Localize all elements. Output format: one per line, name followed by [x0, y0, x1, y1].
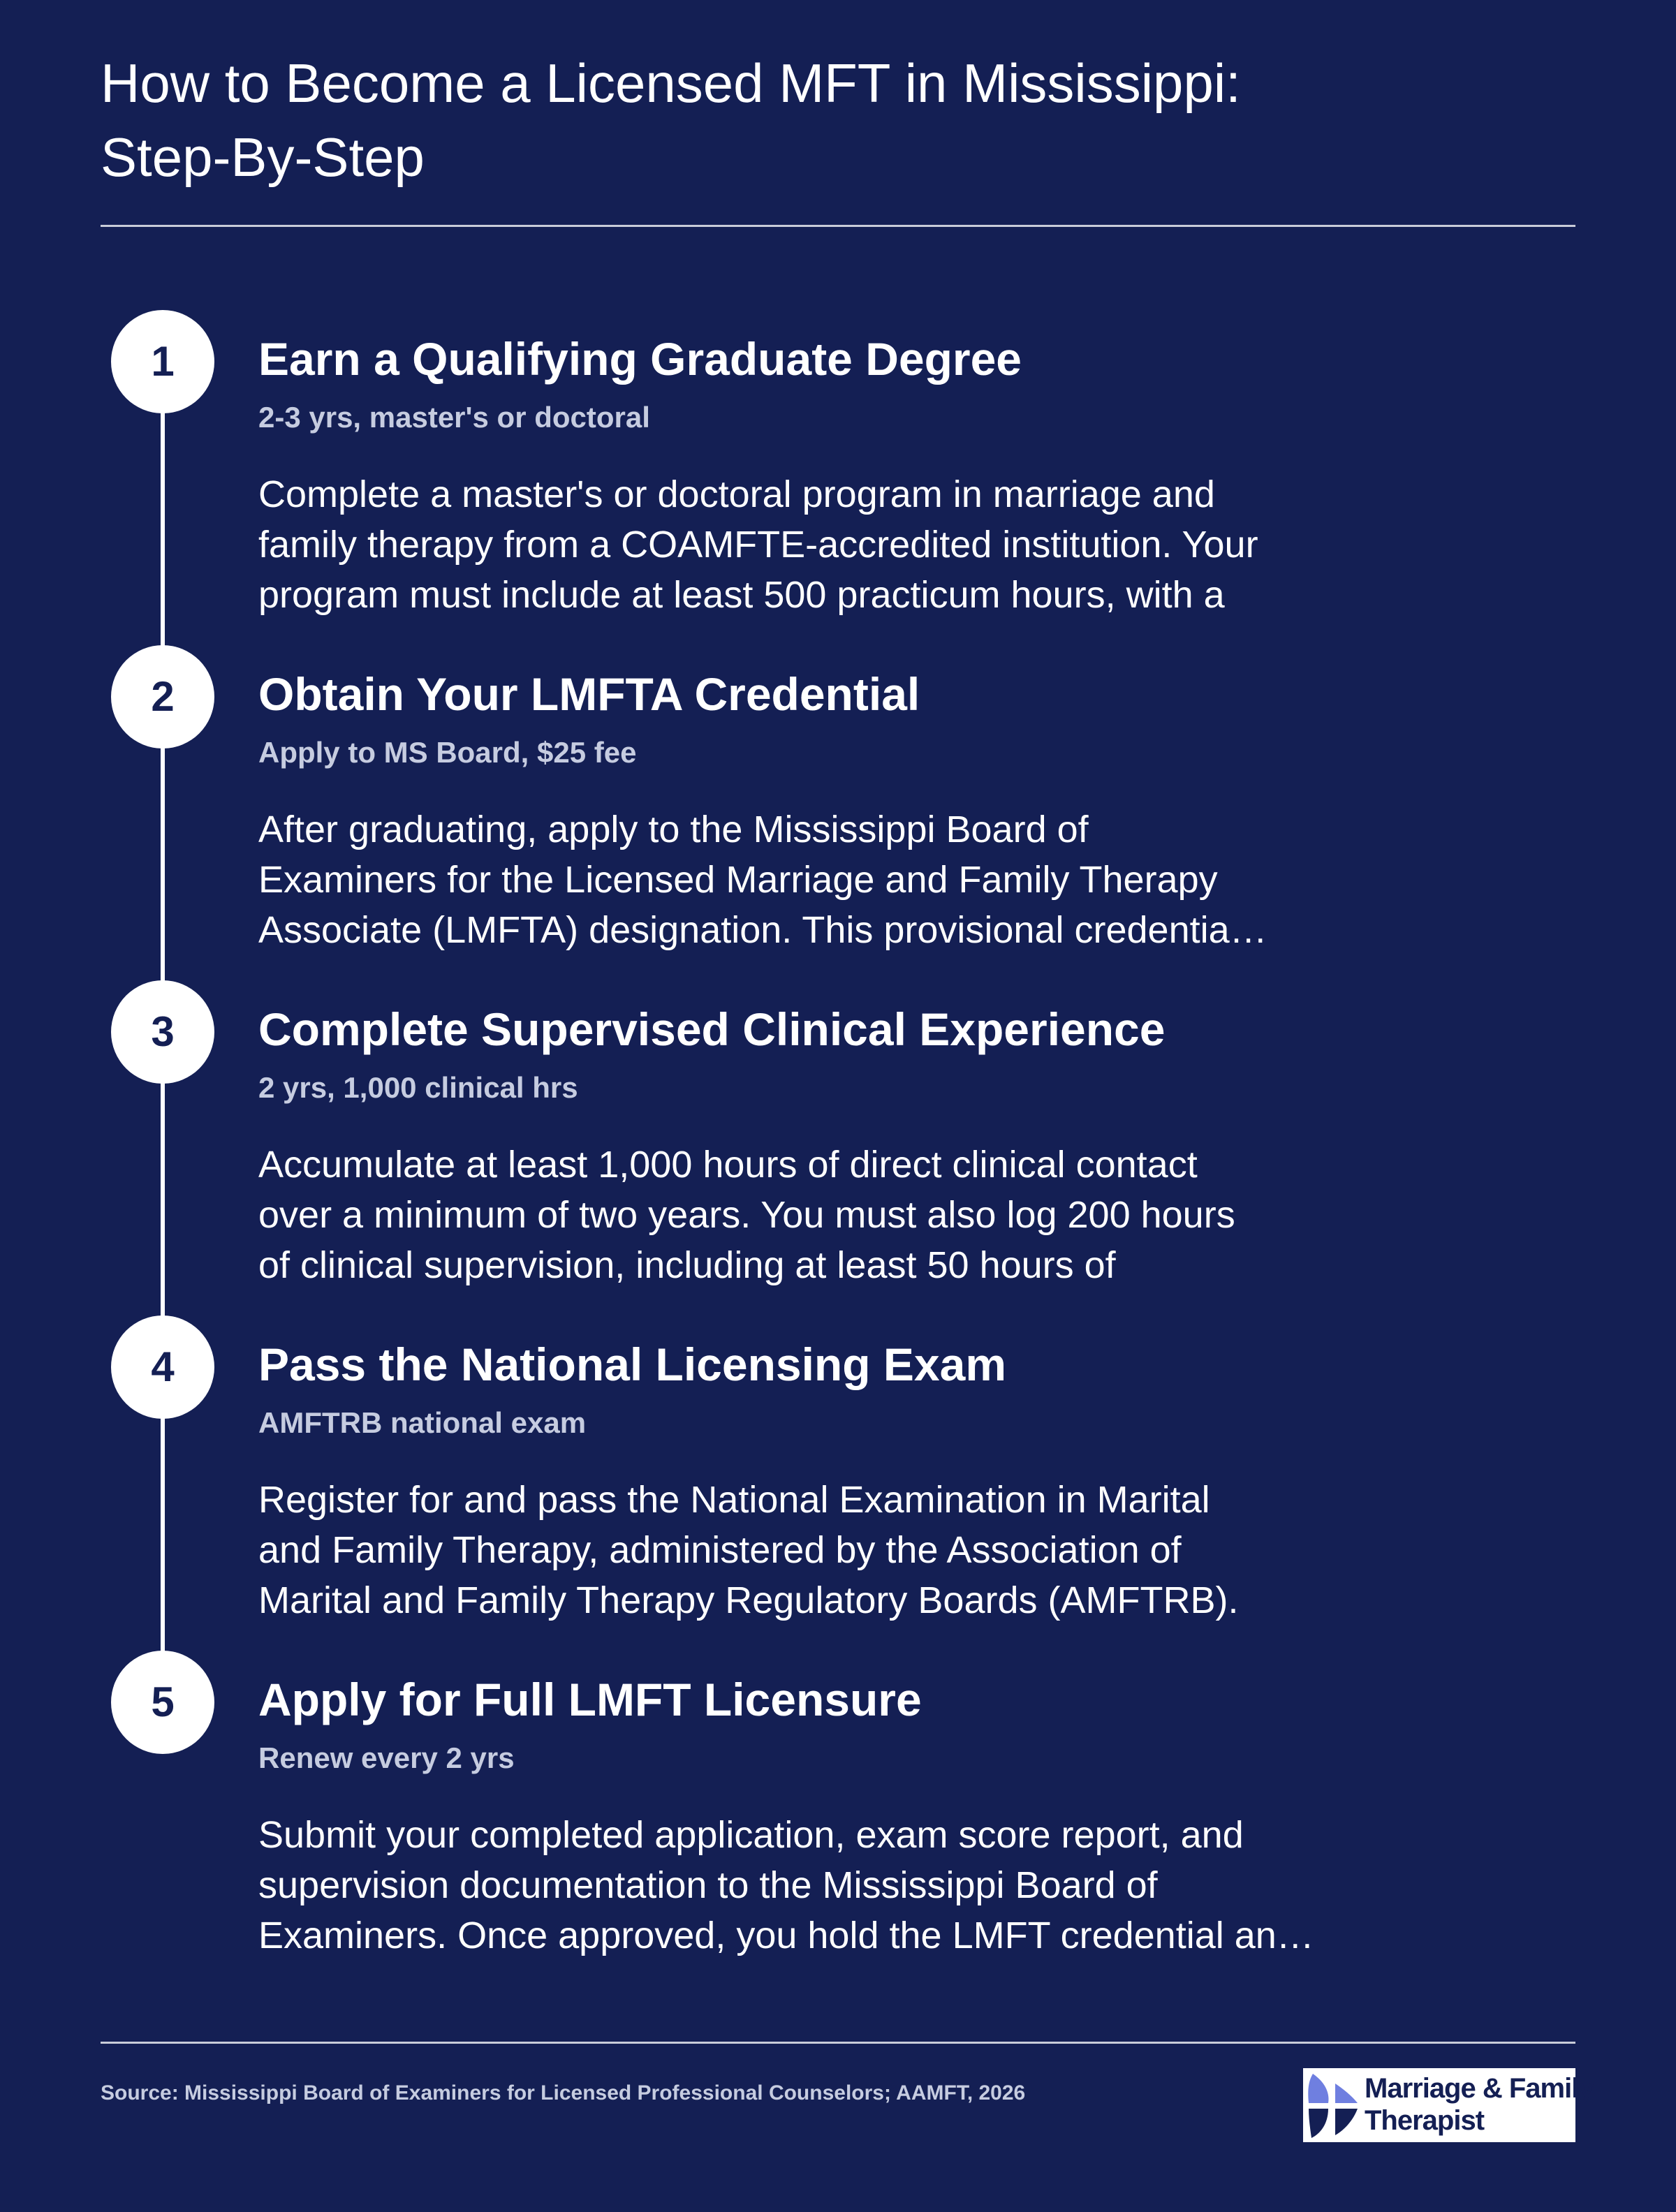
step-title: Earn a Qualifying Graduate Degree	[258, 333, 1022, 385]
step-description	[258, 1810, 1376, 1961]
step-meta: AMFTRB national exam	[258, 1406, 587, 1439]
step-title: Apply for Full LMFT Licensure	[258, 1674, 922, 1725]
step-number-badge: 3	[111, 980, 214, 1084]
step-description-line: and Family Therapy, administered by the Association of	[258, 1529, 1182, 1571]
source-note: Source: Mississippi Board of Examiners for Licensed Professional Counselors; AAMFT, 2026	[101, 2081, 1026, 2104]
step-description	[258, 469, 1376, 620]
step-description-line: Accumulate at least 1,000 hours of direct clinical contact	[258, 1144, 1198, 1186]
step-title: Obtain Your LMFTA Credential	[258, 668, 920, 720]
step-meta: Apply to MS Board, $25 fee	[258, 736, 637, 769]
page-title-line-1: How to Become a Licensed MFT in Mississippi:	[101, 52, 1241, 114]
step-title: Complete Supervised Clinical Experience	[258, 1003, 1166, 1055]
step-description-line: Register for and pass the National Examination in Marital	[258, 1479, 1210, 1521]
step-description-line: of clinical supervision, including at least 50 hours of	[258, 1244, 1116, 1286]
step-description-line: Examiners. Once approved, you hold the LMFT credential an…	[258, 1915, 1314, 1956]
step-description-line: Associate (LMFTA) designation. This provisional credentia…	[258, 909, 1267, 951]
step-number-badge: 1	[111, 310, 214, 413]
step-description-line: Submit your completed application, exam score report, and	[258, 1814, 1244, 1856]
footer-divider	[101, 2042, 1575, 2044]
step-number-badge: 2	[111, 645, 214, 749]
header-divider	[101, 225, 1575, 227]
step-title: Pass the National Licensing Exam	[258, 1339, 1007, 1390]
step-description	[258, 804, 1376, 955]
brand-logo-line-1: Marriage & Family	[1365, 2073, 1594, 2104]
step-description-line: family therapy from a COAMFTE-accredited institution. Your	[258, 524, 1258, 566]
brand-logo-line-2: Therapist	[1365, 2105, 1485, 2136]
step-description	[258, 1475, 1376, 1625]
brand-logo-icon	[1303, 2068, 1362, 2142]
step-description-line: Marital and Family Therapy Regulatory Boards (AMFTRB).	[258, 1579, 1239, 1621]
step-description-line: supervision documentation to the Mississippi Board of	[258, 1864, 1158, 1906]
page-title-line-2: Step-By-Step	[101, 126, 425, 188]
step-description	[258, 1140, 1376, 1290]
step-number-badge: 5	[111, 1651, 214, 1754]
brand-logo	[1303, 2068, 1594, 2142]
step-meta: Renew every 2 yrs	[258, 1741, 515, 1774]
step-meta: 2 yrs, 1,000 clinical hrs	[258, 1071, 578, 1104]
step-description-line: over a minimum of two years. You must also log 200 hours	[258, 1194, 1235, 1236]
brand-logo-text	[1365, 2072, 1594, 2137]
step-meta: 2-3 yrs, master's or doctoral	[258, 401, 650, 434]
step-number-badge: 4	[111, 1315, 214, 1419]
page-title	[101, 46, 1567, 194]
step-description-line: Examiners for the Licensed Marriage and Family Therapy	[258, 859, 1218, 901]
step-description-line: program must include at least 500 practicum hours, with a	[258, 574, 1225, 616]
step-description-line: After graduating, apply to the Mississippi Board of	[258, 809, 1089, 850]
step-description-line: Complete a master's or doctoral program in marriage and	[258, 473, 1215, 515]
